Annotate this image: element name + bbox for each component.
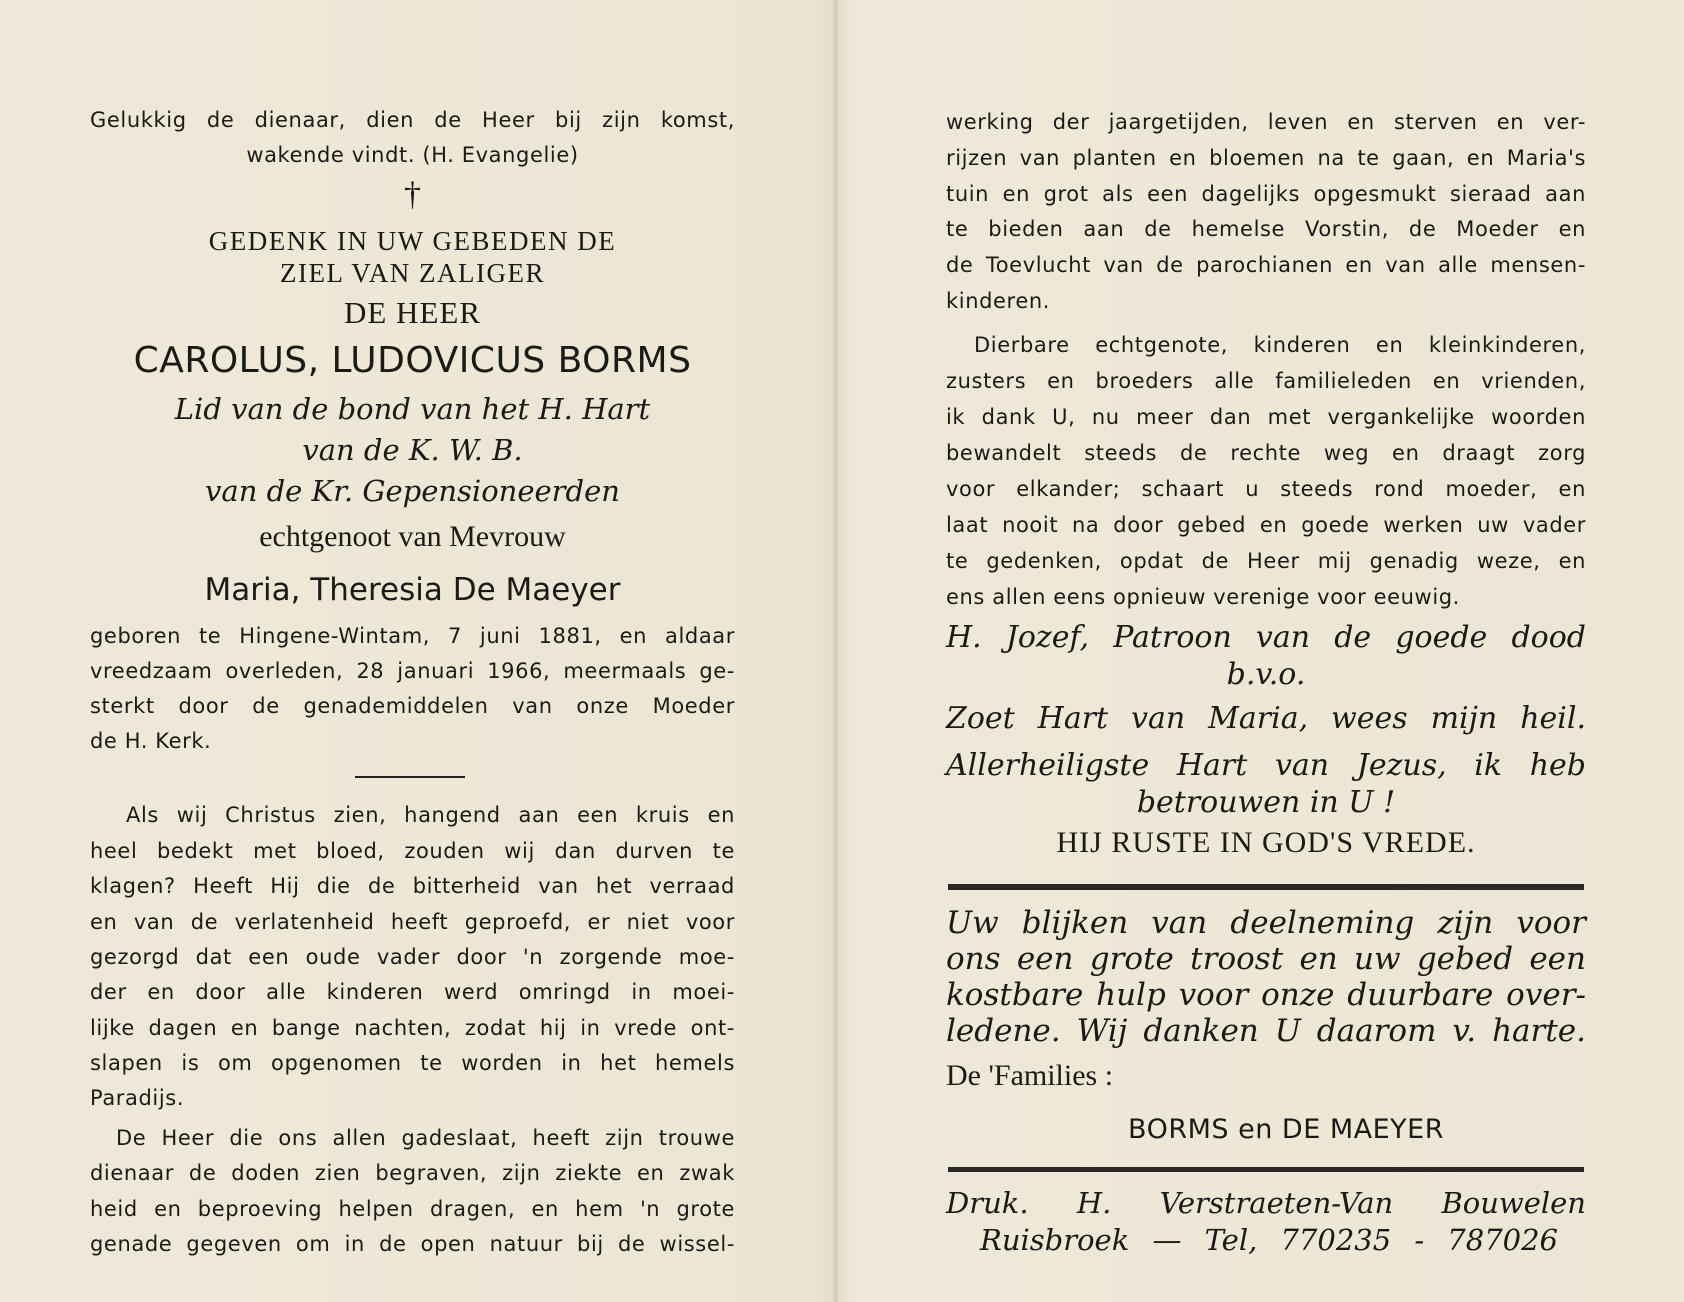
right-panel [946,0,1586,1302]
gospel-quote-line: wakende vindt. (H. Evangelie) [246,143,579,167]
text-line: genade gegeven om in de open natuur bij de wissel- [90,1232,735,1256]
text-line: bewandelt steeds de rechte weg en draagt zorg [946,441,1586,465]
bio-line: geboren te Hingene-Wintam, 7 juni 1881, en aldaar [90,624,735,648]
text-line: te bieden aan de hemelse Vorstin, de Moeder en [946,217,1586,241]
divider [948,1167,1584,1172]
prayer-line: Zoet Hart van Maria, wees mijn heil. [946,701,1586,736]
spouse-intro: echtgenoot van Mevrouw [259,520,566,553]
text-line: en van de verlatenheid heeft geproefd, er niet voor [90,910,735,934]
families-label: De 'Families : [946,1059,1114,1092]
membership-line: van de Kr. Gepensioneerden [205,474,620,508]
text-line: ens allen eens opnieuw verenige voor eeuwig. [946,585,1460,609]
divider [948,884,1584,890]
thanks-line: ons een grote troost en uw gebed een [946,941,1586,977]
title-de-heer: DE HEER [343,295,481,330]
text-line: der en door alle kinderen werd omringd in moei- [90,980,735,1004]
bio-line: de H. Kerk. [90,729,212,753]
left-panel [90,0,735,1302]
gospel-quote-line: Gelukkig de dienaar, dien de Heer bij zijn komst, [90,108,735,132]
prayer-line: b.v.o. [1226,657,1306,692]
text-line: de Toevlucht van de parochianen en van alle mensen- [946,253,1586,277]
thanks-line: kostbare hulp voor onze duurbare over- [946,977,1586,1013]
membership-line: Lid van de bond van het H. Hart [174,392,651,426]
text-line: dienaar de doden zien begraven, zijn ziekte en zwak [90,1161,735,1185]
text-line: De Heer die ons allen gadeslaat, heeft zijn trouwe [116,1126,735,1150]
text-line: ik dank U, nu meer dan met vergankelijke woorden [946,405,1586,429]
cross-icon: † [404,176,421,213]
text-line: slapen is om opgenomen te worden in het hemels [90,1051,735,1075]
text-line: tuin en grot als een dagelijks opgesmukt sieraad aan [946,182,1586,206]
text-line: te gedenken, opdat de Heer mij genadig weze, en [946,549,1586,573]
text-line: rijzen van planten en bloemen na te gaan, en Maria's [946,146,1586,170]
remember-heading: GEDENK IN UW GEBEDEN DE [208,226,617,256]
printer-line: Druk. H. Verstraeten-Van Bouwelen [946,1186,1586,1220]
prayer-line: H. Jozef, Patroon van de goede dood [946,620,1586,655]
printer-line: Ruisbroek — Tel, 770235 - 787026 [980,1223,1558,1257]
text-line: kinderen. [946,289,1051,313]
text-line: werking der jaargetijden, leven en sterven en ver- [946,110,1586,134]
text-line: Dierbare echtgenote, kinderen en kleinkinderen, [974,333,1586,357]
thanks-line: ledene. Wij danken U daarom v. harte. [946,1013,1586,1049]
bio-line: sterkt door de genademiddelen van onze Moeder [90,694,735,718]
text-line: Paradijs. [90,1086,185,1110]
card-fold [833,0,839,1302]
thanks-line: Uw blijken van deelneming zijn voor [946,905,1586,941]
text-line: heid en beproeving helpen dragen, en hem 'n grote [90,1197,735,1221]
text-line: klagen? Heeft Hij die de bitterheid van het verraad [90,874,735,898]
remember-heading: ZIEL VAN ZALIGER [280,258,545,288]
bio-line: vreedzaam overleden, 28 januari 1966, meermaals ge- [90,659,735,683]
text-line: voor elkander; schaart u steeds rond moeder, en [946,477,1586,501]
rest-in-peace: HIJ RUSTE IN GOD'S VREDE. [1056,826,1476,859]
deceased-name: CAROLUS, LUDOVICUS BORMS [133,340,692,381]
family-names: BORMS en DE MAEYER [1128,1114,1444,1145]
text-line: zusters en broeders alle familieleden en vrienden, [946,369,1586,393]
prayer-line: betrouwen in U ! [1136,785,1396,820]
text-line: lijke dagen en bange nachten, zodat hij in vrede ont- [90,1016,735,1040]
prayer-line: Allerheiligste Hart van Jezus, ik heb [946,748,1586,783]
text-line: laat nooit na door gebed en goede werken uw vader [946,513,1586,537]
spouse-name: Maria, Theresia De Maeyer [204,572,621,608]
text-line: Als wij Christus zien, hangend aan een kruis en [126,803,735,827]
divider [355,776,465,778]
text-line: heel bedekt met bloed, zouden wij dan durven te [90,839,735,863]
text-line: gezorgd dat een oude vader door 'n zorgende moe- [90,945,735,969]
membership-line: van de K. W. B. [302,433,523,467]
